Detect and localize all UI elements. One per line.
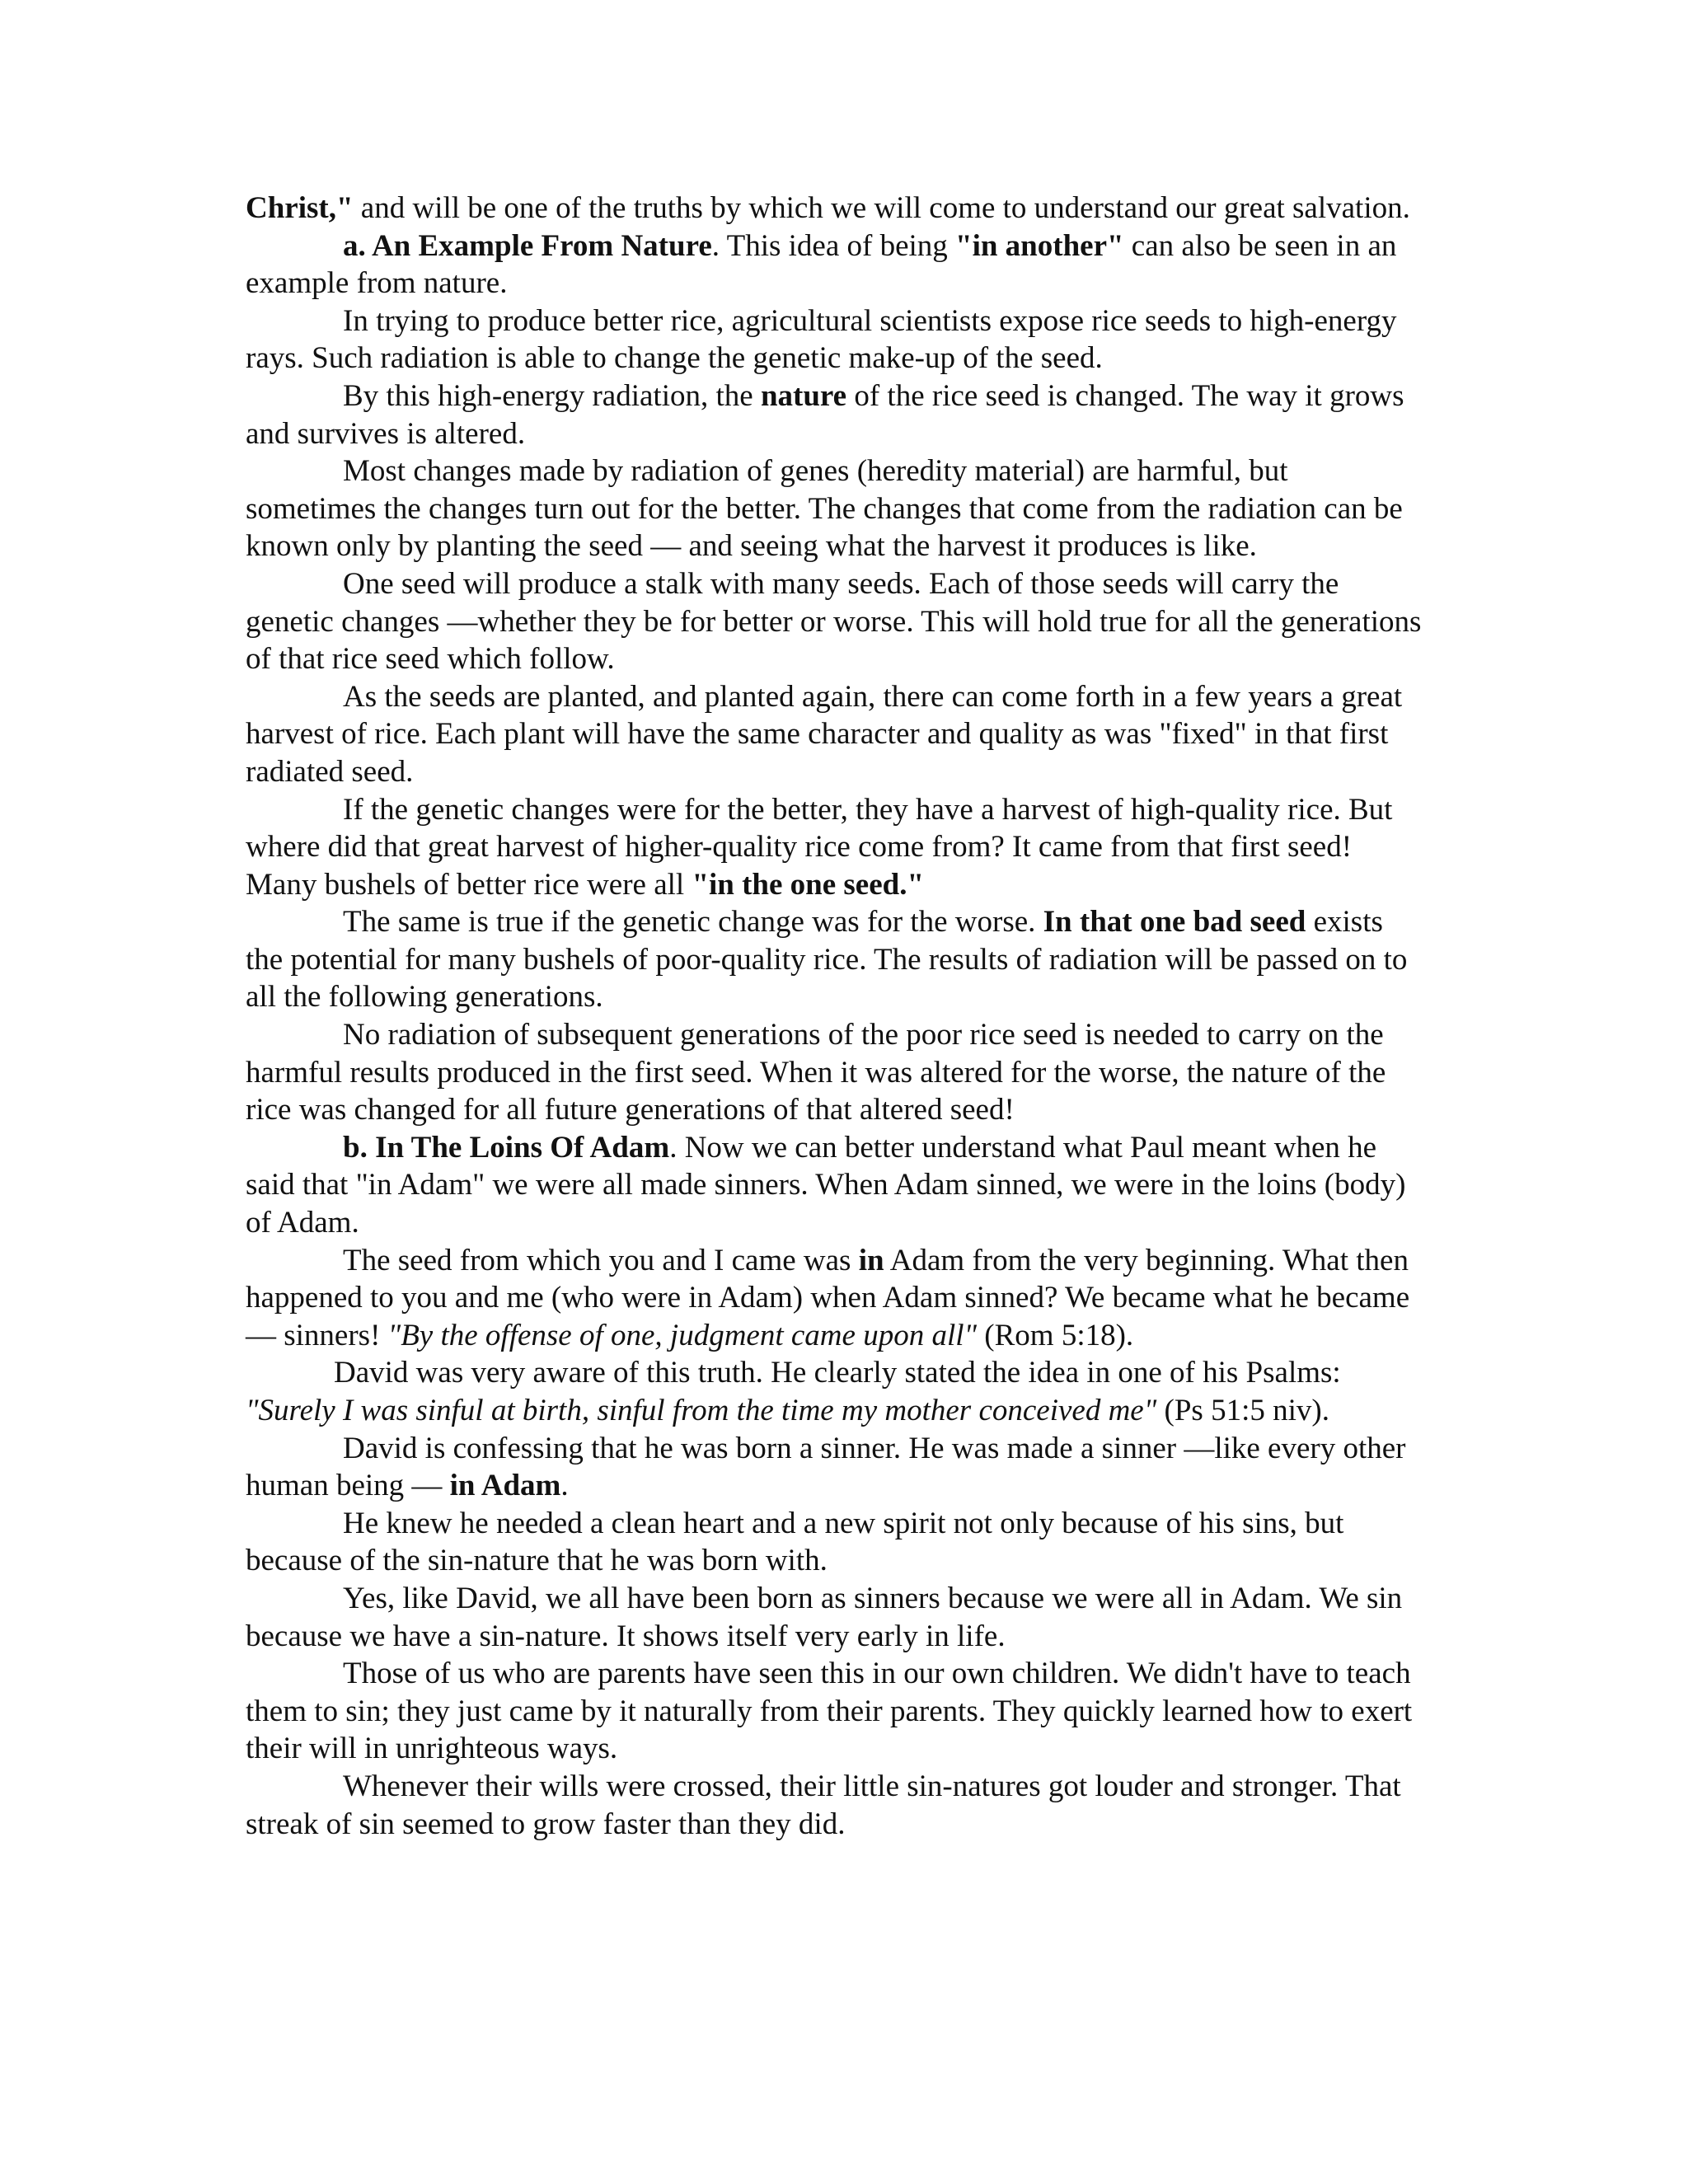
paragraph-14: David is confessing that he was born a sinner. He was made a sinner —like every other human being — in Adam. bbox=[246, 1431, 1406, 1503]
paragraph-3: In trying to produce better rice, agricultural scientists expose rice seeds to high-energy rays. Such radiation is able to change the genetic make-up of the seed. bbox=[246, 303, 1397, 376]
body-text bbox=[246, 190, 1424, 1843]
paragraph-9: The same is true if the genetic change was for the worse. In that one bad seed exists the potential for many bushels of poor-quality rice. The results of radiation will be passed on to all the following generations. bbox=[246, 905, 1408, 1015]
paragraph-15: He knew he needed a clean heart and a new spirit not only because of his sins, but because of the sin-nature that he was born with. bbox=[246, 1506, 1344, 1578]
paragraph-10: No radiation of subsequent generations of the poor rice seed is needed to carry on the harmful results produced in the first seed. When it was altered for the worse, the nature of the rice was changed for all future generations of that altered seed! bbox=[246, 1018, 1386, 1127]
paragraph-13: David was very aware of this truth. He clearly stated the idea in one of his Psalms: "Surely I was sinful at birth, sinful from the time my mother conceived me" (Ps 51:5 niv). bbox=[246, 1356, 1341, 1427]
paragraph-2: a. An Example From Nature. This idea of being "in another" can also be seen in an example from nature. bbox=[246, 228, 1397, 301]
section-heading-b: b. In The Loins Of Adam bbox=[343, 1130, 670, 1165]
paragraph-7: As the seeds are planted, and planted again, there can come forth in a few years a great harvest of rice. Each plant will have the same character and quality as was "fixed" in that first radiated seed. bbox=[246, 679, 1403, 789]
paragraph-8: If the genetic changes were for the better, they have a harvest of high-quality rice. But where did that great harvest of higher-quality rice come from? It came from that first seed! Many bushels of better rice were all "in the one seed." bbox=[246, 792, 1393, 902]
bold-text: In that one bad seed bbox=[1043, 905, 1306, 940]
paragraph-1: Christ," and will be one of the truths by which we will come to understand our great salvation. bbox=[246, 191, 1410, 225]
bold-text: Christ," bbox=[246, 191, 354, 225]
section-heading-a: a. An Example From Nature bbox=[343, 228, 712, 263]
bold-text: in Adam bbox=[449, 1469, 561, 1503]
paragraph-17: Those of us who are parents have seen this in our own children. We didn't have to teach them to sin; they just came by it naturally from their parents. They quickly learned how to exert their will in unrighteous ways. bbox=[246, 1657, 1413, 1766]
paragraph-5: Most changes made by radiation of genes (heredity material) are harmful, but sometimes the changes turn out for the better. The changes that come from the radiation can be known only by planting the seed — and seeing what the harvest it produces is like. bbox=[246, 454, 1403, 564]
paragraph-18: Whenever their wills were crossed, their little sin-natures got louder and stronger. That streak of sin seemed to grow faster than they did. bbox=[246, 1769, 1401, 1841]
bold-text: nature bbox=[760, 378, 847, 413]
paragraph-4: By this high-energy radiation, the nature of the rice seed is changed. The way it grows and survives is altered. bbox=[246, 378, 1404, 451]
bold-text: "in the one seed." bbox=[692, 867, 925, 902]
bold-text: in bbox=[858, 1243, 884, 1277]
paragraph-12: The seed from which you and I came was in Adam from the very beginning. What then happened to you and me (who were in Adam) when Adam sinned? We became what he became — sinners! "By the offense of one, judgment came upon all" (Rom 5:18). bbox=[246, 1243, 1410, 1352]
paragraph-6: One seed will produce a stalk with many seeds. Each of those seeds will carry the genetic changes —whether they be for better or worse. This will hold true for all the generations of that rice seed which follow. bbox=[246, 566, 1422, 677]
bold-text: "in another" bbox=[955, 228, 1124, 263]
paragraph-11: b. In The Loins Of Adam. Now we can better understand what Paul meant when he said that "in Adam" we were all made sinners. When Adam sinned, we were in the loins (body) of Adam. bbox=[246, 1130, 1406, 1240]
paragraph-16: Yes, like David, we all have been born as sinners because we were all in Adam. We sin because we have a sin-nature. It shows itself very early in life. bbox=[246, 1581, 1403, 1653]
scripture-quote: "Surely I was sinful at birth, sinful from the time my mother conceived me" bbox=[246, 1394, 1157, 1427]
scripture-quote: "By the offense of one, judgment came upon all" bbox=[387, 1318, 978, 1352]
